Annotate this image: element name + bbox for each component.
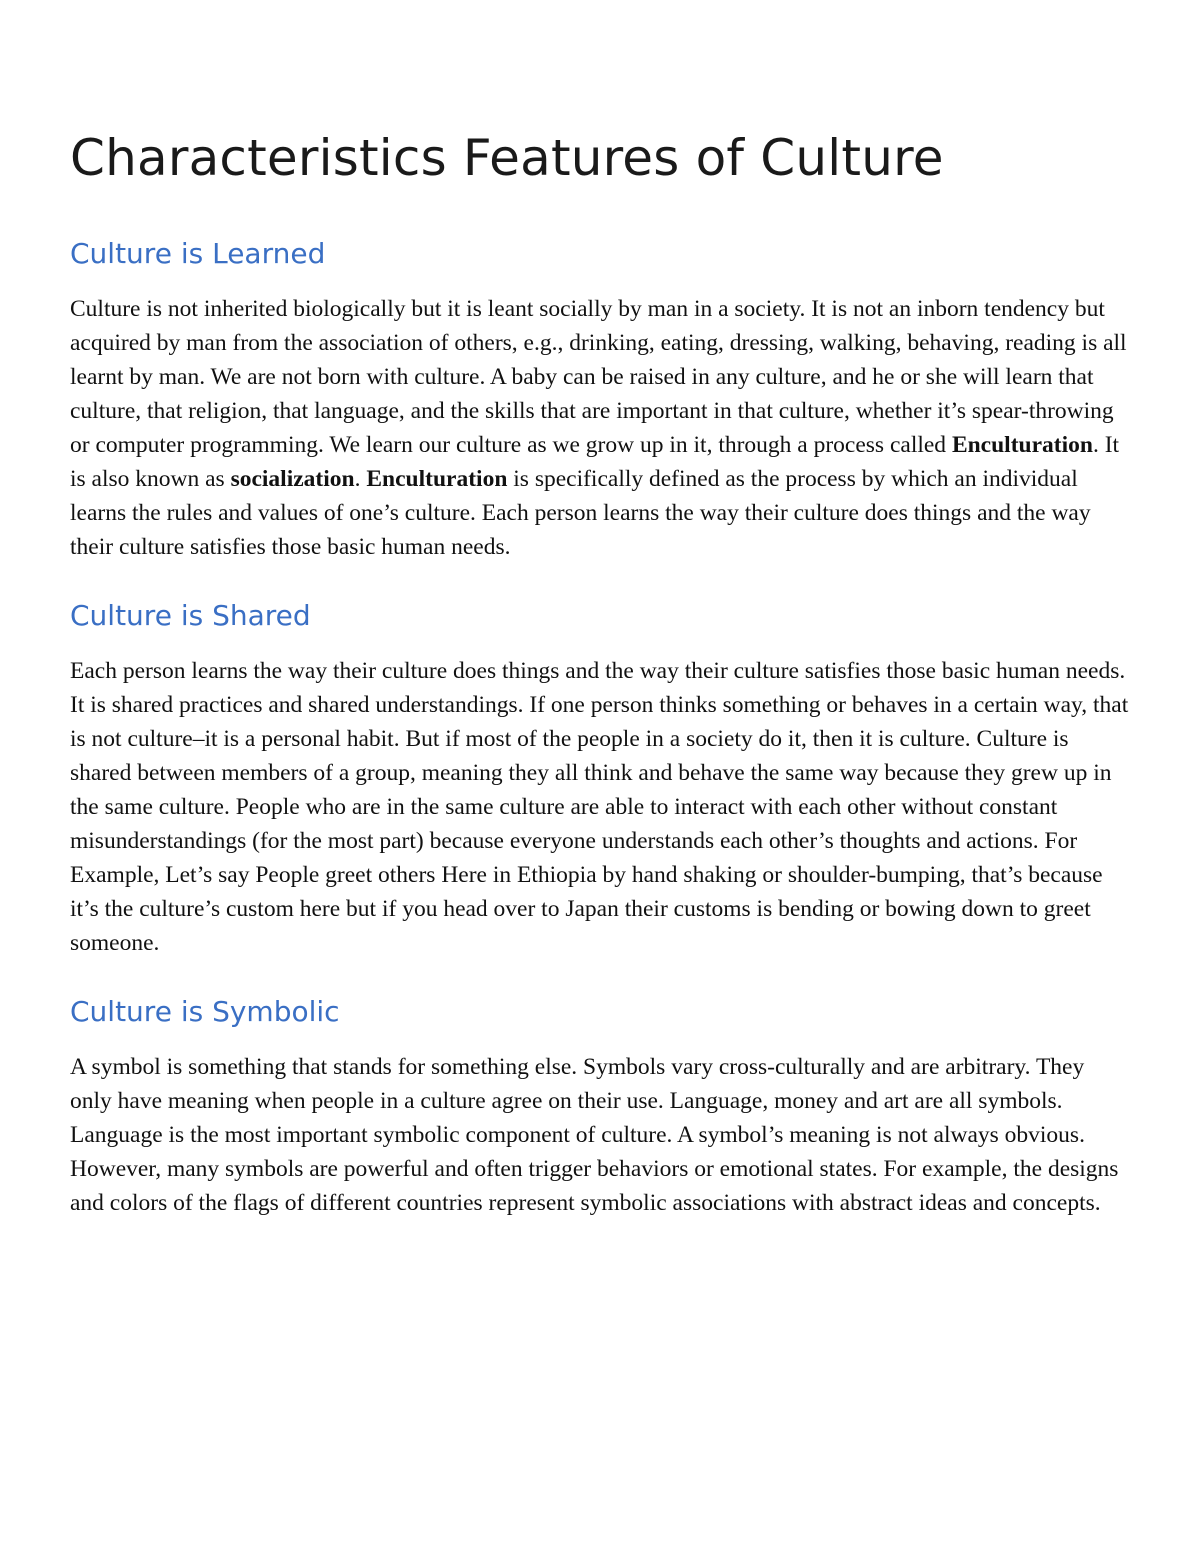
bold-term-enculturation: Enculturation — [951, 432, 1093, 458]
section-heading-shared: Culture is Shared — [70, 599, 311, 632]
bold-term-socialization: socialization — [230, 466, 355, 492]
paragraph-text: is specifically defined as the process by which an individual learns the rules and values of one’s culture. Each person learns the way their culture does things and the way their culture satisfies those basic human needs. — [70, 466, 1091, 560]
page-title: Characteristics Features of Culture — [70, 129, 944, 187]
bold-term-enculturation: Enculturation — [366, 466, 508, 492]
section-heading-symbolic: Culture is Symbolic — [70, 995, 340, 1028]
section-paragraph-learned — [70, 292, 1130, 564]
document-content — [70, 122, 1130, 1220]
paragraph-text: A symbol is something that stands for something else. Symbols vary cross-culturally and are arbitrary. They only have meaning when people in a culture agree on their use. Language, money and art are all symbols. Language is the most important symbolic component of culture. A symbol’s meaning is not always obvious. However, many symbols are powerful and often trigger behaviors or emotional states. For example, the designs and colors of the flags of different countries represent symbolic associations with abstract ideas and concepts. — [70, 1054, 1119, 1216]
paragraph-text: Culture is not inherited biologically but it is leant socially by man in a society. It is not an inborn tendency but acquired by man from the association of others, e.g., drinking, eating, dressing, walking, behaving, reading is all learnt by man. We are not born with culture. A baby can be raised in any culture, and he or she will learn that culture, that religion, that language, and the skills that are important in that culture, whether it’s spear-throwing or computer programming. We learn our culture as we grow up in it, through a process called — [70, 296, 1127, 458]
paragraph-text: . It is also known as — [70, 432, 1120, 492]
section-paragraph-symbolic — [70, 1050, 1130, 1220]
paragraph-text: Each person learns the way their culture does things and the way their culture satisfies those basic human needs. It is shared practices and shared understandings. If one person thinks something or behaves in a certain way, that is not culture–it is a personal habit. But if most of the people in a society do it, then it is culture. Culture is shared between members of a group, meaning they all think and behave the same way because they grew up in the same culture. People who are in the same culture are able to interact with each other without constant misunderstandings (for the most part) because everyone understands each other’s thoughts and actions. For Example, Let’s say People greet others Here in Ethiopia by hand shaking or shoulder-bumping, that’s because it’s the culture’s custom here but if you head over to Japan their customs is bending or bowing down to greet someone. — [70, 658, 1129, 956]
section-paragraph-shared — [70, 654, 1130, 960]
section-heading-learned: Culture is Learned — [70, 237, 326, 270]
paragraph-text: . — [354, 466, 367, 492]
